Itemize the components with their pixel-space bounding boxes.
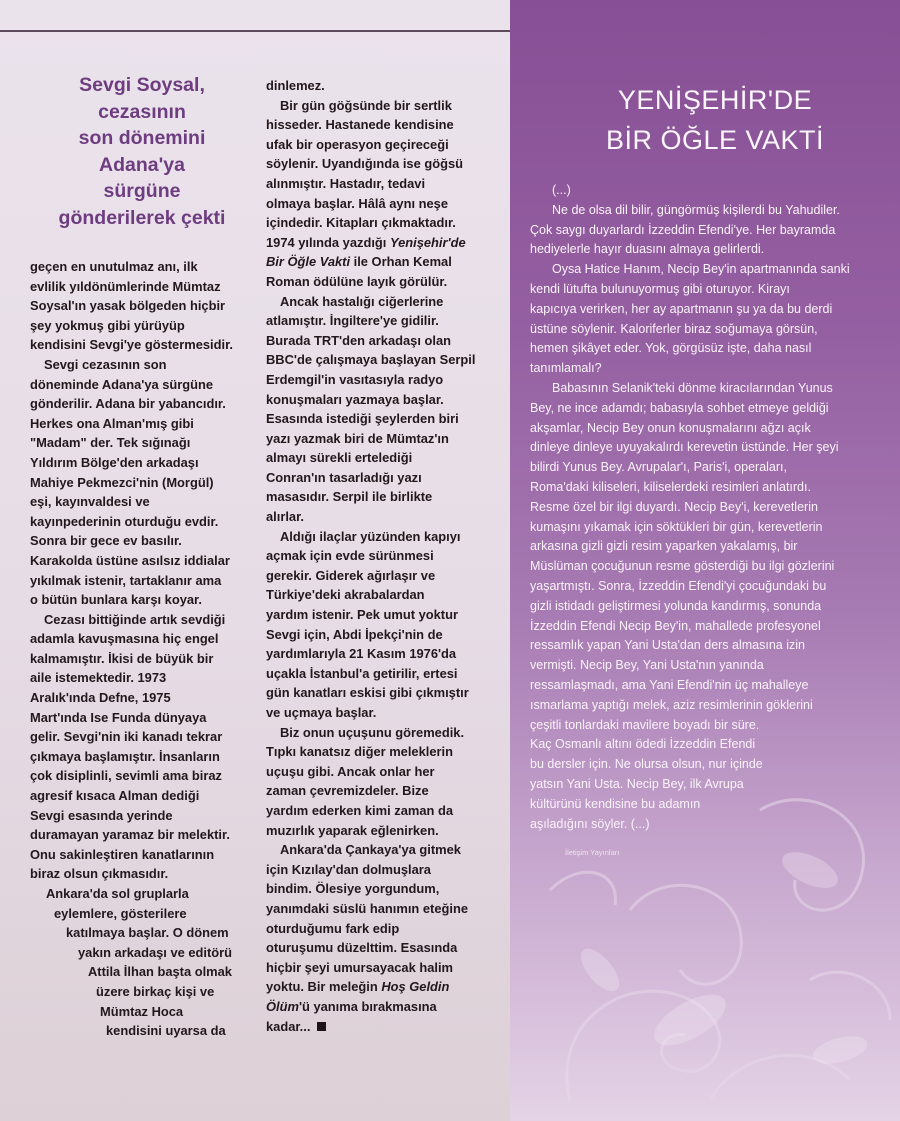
excerpt-line: gizli istidadı geliştirmesi yolunda kandırmış, sonunda <box>530 598 822 613</box>
excerpt-line: akşamlar, Necip Bey onun konuşmalarını ağzı açık <box>530 420 811 435</box>
text-line: olmaya başlar. Hâlâ aynı neşe <box>266 195 449 211</box>
text-line: Mart'ında Ise Funda dünyaya <box>30 709 207 725</box>
excerpt-line: Kaç Osmanlı altını ödedi İzzeddin Efendi <box>530 737 756 752</box>
text-line: çok disiplinli, sevimli ama biraz <box>30 768 223 784</box>
excerpt-line: Resme özel bir ilgi duyardı. Necip Bey'i, kerevetlerin <box>530 499 818 514</box>
excerpt-line: yaşartmıştı. Sonra, İzzeddin Efendi'yi çocuğundaki bu <box>530 578 827 593</box>
text-line: eylemlere, gösterilere <box>54 905 187 921</box>
text-line: Aldığı ilaçlar yüzünden kapıyı <box>280 528 461 544</box>
excerpt-title <box>565 80 865 160</box>
excerpt-title-line: YENİŞEHİR'DE <box>617 85 813 115</box>
text-line: Sonra bir gece ev basılır. <box>30 533 182 549</box>
text-line: Ankara'da sol gruplarla <box>46 886 189 901</box>
text-line: kayınpederinin oturduğu evdir. <box>30 513 219 529</box>
excerpt-line: Babasının Selanik'teki dönme kiracılarından Yunus <box>552 380 833 395</box>
text-line: biraz olsun çıkmasıdır. <box>30 866 169 882</box>
excerpt-line: hediyelerle hayır duasını almaya gelirlerdi. <box>530 242 765 257</box>
text-line: BBC'de çalışmaya başlayan Serpil <box>266 352 476 368</box>
text-line: Ancak hastalığı ciğerlerine <box>280 293 444 309</box>
text-line: oturuşumu düzelttim. Esasında <box>266 940 458 956</box>
text-line: oturduğumu fark edip <box>266 920 400 936</box>
text-line: konuşmaları yazmaya başlar. <box>266 391 444 407</box>
book-title: Ölüm <box>266 998 299 1014</box>
excerpt-title-line: BİR ÖĞLE VAKTİ <box>605 125 825 155</box>
book-title: Hoş Geldin <box>381 979 450 995</box>
article-headline <box>36 72 248 231</box>
text-line: evlilik yıldönümlerinde Mümtaz <box>30 278 221 294</box>
excerpt-line: vermişti. Necip Bey, Yani Usta'nın yanında <box>530 658 764 673</box>
text-line: adamla kavuşmasına hiç engel <box>30 631 219 647</box>
text-line: gönderilir. Adana bir yabancıdır. <box>30 396 226 412</box>
text-line: atlamıştır. İngiltere'ye gidilir. <box>266 313 439 329</box>
text-line: yazı yazmak biri de Mümtaz'ın <box>266 430 449 446</box>
text-line: katılmaya başlar. O dönem <box>66 925 229 941</box>
text-line: bindim. Ölesiye yorgundum, <box>266 881 440 897</box>
excerpt-line: Roma'daki kiliseleri, kiliselerdeki resimleri anlatırdı. <box>530 479 811 494</box>
text-line: aile istemektedir. 1973 <box>30 670 167 686</box>
text-line: Biz onun uçuşunu göremedik. <box>280 724 465 740</box>
novel-title: Yenişehir'de <box>389 234 466 250</box>
text-line: Karakolda üstüne asılsız iddialar <box>30 552 230 568</box>
article-column-1 <box>30 257 252 1041</box>
text-line: ufak bir operasyon geçireceği <box>266 136 449 152</box>
text-line: yardım ederken kimi zaman da <box>266 802 453 818</box>
text-line: hisseder. Hastanede kendisine <box>266 117 454 133</box>
headline-line: Sevgi Soysal, <box>79 74 205 96</box>
text-line: eşi, kayınvaldesi ve <box>30 494 150 510</box>
excerpt-line: tanımlamalı? <box>530 361 602 376</box>
text-line: Sevgi için, Abdi İpekçi'nin de <box>266 626 443 642</box>
end-mark-icon <box>317 1022 326 1031</box>
excerpt-line: dinleye dinleye uyuyakalırdı kerevetin üstünde. Her şeyi <box>530 440 839 455</box>
text-line: almayı sürekli ertelediği <box>266 450 413 466</box>
text-line: Sevgi esasında yerinde <box>30 807 173 823</box>
text-line: kendisini uyarsa da <box>106 1023 226 1039</box>
text-line: döneminde Adana'ya sürgüne <box>30 376 214 392</box>
text-line: duramayan yaramaz bir melektir. <box>30 827 230 843</box>
excerpt-line: ressamlaşmadı, ama Yani Efendi'nin üç mahalleye <box>530 677 809 692</box>
novel-title: Bir Öğle Vakti <box>266 254 351 270</box>
text-line: üzere birkaç kişi ve <box>96 983 215 999</box>
excerpt-line: İzzeddin Efendi Necip Bey'in, mahallede profesyonel <box>530 618 821 633</box>
text-line: zaman çevremizdeler. Bize <box>266 783 429 799</box>
text-line: yakın arkadaşı ve editörü <box>78 944 233 960</box>
headline-line: gönderilerek çekti <box>58 206 226 229</box>
text-line: hiçbir şeyi umursayacak halim <box>266 959 454 975</box>
text-line: açmak için evde sürünmesi <box>266 548 434 564</box>
text-line: Bir gün göğsünde bir sertlik <box>280 97 452 113</box>
excerpt-line: kapıcıya verirken, her ay apartmanın şu ya da bu derdi <box>530 301 833 316</box>
text-line: yanımdaki süslü hanımın eteğine <box>266 900 469 916</box>
text-line: gelir. Sevgi'nin iki kanadı tekrar <box>30 729 223 745</box>
text-line: Herkes ona Alman'mış gibi <box>30 415 194 431</box>
excerpt-line: Oysa Hatice Hanım, Necip Bey'in apartmanında sanki <box>552 262 850 277</box>
text-line: uçakla İstanbul'a getirilir, ertesi <box>266 665 458 681</box>
text-line: masasıdır. Serpil ile birlikte <box>266 489 433 505</box>
text-line: çıkmaya başlamıştır. İnsanların <box>30 748 220 764</box>
text-line: Roman ödülüne layık görülür. <box>266 273 448 289</box>
text-line: Burada TRT'den arkadaşı olan <box>266 332 452 348</box>
text-line: yoktu. Bir meleğin Hoş Geldin <box>266 979 450 995</box>
text-line: Attila İlhan başta olmak <box>88 964 232 980</box>
text-line: yardım istenir. Pek umut yoktur <box>266 607 458 623</box>
excerpt-line: Bey, ne ince adamdı; babasıyla sohbet etmeye geldiği <box>530 400 829 415</box>
text-line: 1974 yılında yazdığı Yenişehir'de <box>266 234 466 250</box>
article-column-2 <box>266 76 492 1036</box>
text-line: uçuşu gibi. Ancak onlar her <box>266 763 435 779</box>
text-line: kadar... <box>266 1017 492 1037</box>
excerpt-line: kültürünü kendisine bu adamın <box>530 796 701 811</box>
text-line: Aralık'ında Defne, 1975 <box>30 690 171 706</box>
excerpt-line: kendi lütufta bulunuyormuş gibi oturuyor. Kirayı <box>530 281 790 296</box>
text-line: için Kızılay'dan dolmuşlara <box>266 861 431 877</box>
text-line: Bir Öğle Vakti ile Orhan Kemal <box>266 254 452 270</box>
novel-excerpt <box>530 181 880 834</box>
text-line: kendisini Sevgi'ye göstermesidir. <box>30 337 233 353</box>
text-line: Yıldırım Bölge'den arkadaşı <box>30 454 199 470</box>
excerpt-line: üstüne söylenir. Kaloriferler biraz soğumaya görsün, <box>530 321 818 336</box>
excerpt-line: Müslüman çocuğunun resme gösterdiği bu ilgi gözlerini <box>530 559 835 574</box>
text-line: ve uçmaya başlar. <box>266 705 377 720</box>
excerpt-line: Ne de olsa dil bilir, güngörmüş kişilerdi bu Yahudiler. <box>552 202 840 217</box>
text-line: "Madam" der. Tek sığınağı <box>30 435 191 451</box>
text-line: içindedir. Kitapları çıkmaktadır. <box>266 215 456 231</box>
text-line: Sevgi cezasının son <box>44 356 167 372</box>
text-line: Erdemgil'in vasıtasıyla radyo <box>266 371 444 387</box>
text-line: Esasında istediği şeylerden biri <box>266 411 459 427</box>
excerpt-line: arkasına gizli gizli resim yaparken yakalamış, bir <box>530 539 798 554</box>
excerpt-line: Çok saygı duyarlardı İzzeddin Efendi'ye. Her bayramda <box>530 222 836 237</box>
text-line: Onu sakinleştiren kanatlarının <box>30 846 215 862</box>
excerpt-line: kumaşını yıkamak için söktükleri bir gün, kerevetlerin <box>530 519 823 534</box>
text-line: geçen en unutulmaz anı, ilk <box>30 259 198 274</box>
text-line: gün kanatları eskisi gibi çıkmıştır <box>266 685 469 701</box>
excerpt-line: hemen şikâyet eder. Yok, görgüsüz işte, daha nasıl <box>530 341 812 356</box>
text-line: kalmamıştır. İkisi de büyük bir <box>30 650 214 666</box>
text-line: gerekir. Giderek ağırlaşır ve <box>266 567 436 583</box>
text-line: Mümtaz Hoca <box>100 1003 184 1019</box>
text-line: Mahiye Pekmezci'nin (Morgül) <box>30 474 214 490</box>
headline-line: cezasının <box>98 100 186 123</box>
text-line: yıkılmak istenir, tartaklanır ama <box>30 572 222 588</box>
excerpt-line: aşıladığını söyler. (...) <box>530 816 650 831</box>
excerpt-line: (...) <box>552 183 571 197</box>
text-line: söylenir. Uyandığında ise göğsü <box>266 156 463 172</box>
text-line: şey yokmuş gibi yürüyüp <box>30 317 185 333</box>
excerpt-line: ressamlık yapan Yani Usta'dan ders almasına izin <box>530 638 805 653</box>
text-line: alırlar. <box>266 509 304 525</box>
publisher-credit: İletişim Yayınları <box>565 848 620 857</box>
excerpt-line: yatsın Yani Usta. Necip Bey, ilk Avrupa <box>530 776 744 791</box>
text-line: Ankara'da Çankaya'ya gitmek <box>280 842 461 858</box>
text-line: Tıpkı kanatsız diğer meleklerin <box>266 744 453 760</box>
text-line: yardımlarıyla 21 Kasım 1976'da <box>266 646 457 662</box>
excerpt-line: bu dersler için. Ne olursa olsun, nur içinde <box>530 757 763 772</box>
excerpt-line: ısmarlama yaptığı melek, aziz resimlerinin göklerini <box>530 697 813 712</box>
text-line: dinlemez. <box>266 78 325 93</box>
text-line: Conran'ın tasarladığı yazı <box>266 469 422 485</box>
text-line: o bütün bunlara karşı koyar. <box>30 592 202 608</box>
text-line: alınmıştır. Hastadır, tedavi <box>266 175 426 191</box>
text-line: Ölüm'ü yanıma bırakmasına <box>266 998 437 1014</box>
top-rule <box>0 30 510 32</box>
excerpt-line: çeşitli tonlardaki mavilere boyadı bir süre. <box>530 717 760 732</box>
excerpt-line: bilirdi Yunus Bey. Avrupalar'ı, Paris'i, operaları, <box>530 460 787 475</box>
text-line: Cezası bittiğinde artık sevdiği <box>44 611 226 627</box>
headline-line: son dönemini <box>78 127 206 149</box>
headline-line: Adana'ya <box>99 153 185 176</box>
text-line: Soysal'ın yasak bölgeden hiçbir <box>30 298 226 314</box>
text-line: Türkiye'deki akrabalardan <box>266 587 425 603</box>
text-line: muzırlık yaparak eğlenirken. <box>266 822 439 838</box>
headline-line: sürgüne <box>103 180 181 202</box>
text-line: agresif kısaca Alman dediği <box>30 788 200 804</box>
